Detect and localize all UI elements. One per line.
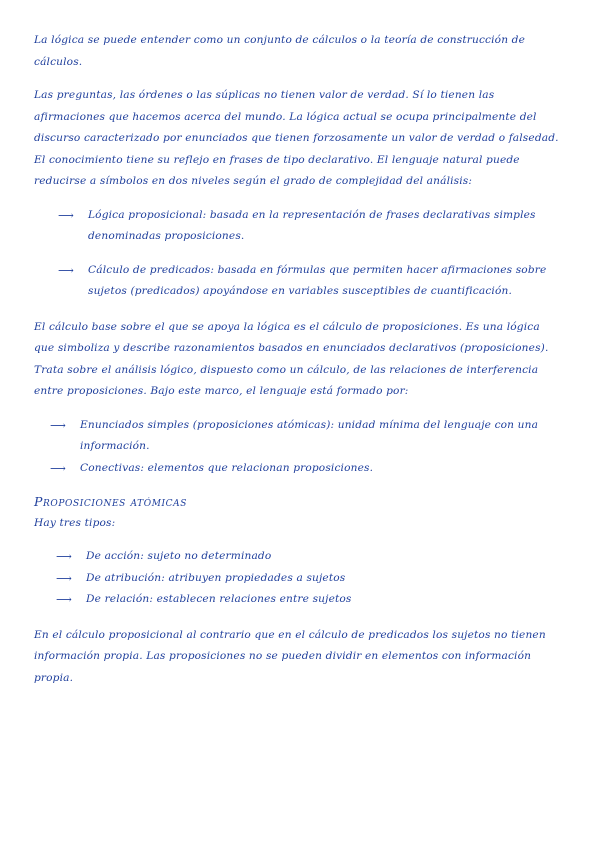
spacer	[34, 303, 561, 317]
arrow-icon: ⟶	[56, 593, 72, 606]
arrow-icon: ⟶	[50, 461, 66, 475]
list-item-text: De relación: establecen relaciones entre sujetos	[86, 593, 352, 605]
paragraph-logic-definition: La lógica se puede entender como un conjunto de cálculos o la teoría de construcción de cálculos.	[34, 34, 526, 68]
list-item-text: De atribución: atribuyen propiedades a sujetos	[86, 571, 346, 584]
paragraph-truth-value: Las preguntas, las órdenes o las súplicas no tienen valor de verdad. Sí lo tienen las afirmaciones que hacemos acerca del mundo. La lógica actual se ocupa principalmente del discurso caracterizado por enunciados que tienen forzosamente un valor de verdad o falsedad. El conocimiento tiene su reflejo en frases de tipo declarativo. El lenguaje natural puede reducirse a símbolos en dos niveles según el grado de complejidad del análisis:	[34, 89, 559, 187]
section-intro: Hay tres tipos:	[34, 516, 116, 529]
arrow-icon: ⟶	[56, 571, 72, 585]
list-item-level	[34, 260, 561, 303]
list-item-text: Cálculo de predicados: basada en fórmulas que permiten hacer afirmaciones sobre sujetos (predicados) apoyándose en variables susceptibles de cuantificación.	[88, 263, 547, 297]
list-item-text: Conectivas: elementos que relacionan proposiciones.	[80, 461, 374, 474]
spacer	[34, 193, 561, 205]
list-item-text: De acción: sujeto no determinado	[86, 550, 272, 562]
list-item-component	[34, 458, 561, 480]
arrow-icon: ⟶	[50, 418, 66, 432]
spacer	[34, 611, 561, 625]
list-item-level	[34, 205, 561, 248]
paragraph-comparison: En el cálculo proposicional al contrario que en el cálculo de predicados los sujetos no tienen información propia. Las proposiciones no se pueden dividir en elementos con información propia.	[34, 628, 546, 684]
arrow-icon: ⟶	[56, 550, 72, 563]
list-item-type	[34, 568, 561, 590]
spacer	[34, 403, 561, 415]
arrow-icon: ⟶	[58, 208, 74, 222]
list-item-type	[34, 546, 561, 568]
arrow-icon: ⟶	[58, 263, 74, 277]
section-heading: Proposiciones atómicas	[34, 494, 188, 509]
list-item-text: Lógica proposicional: basada en la representación de frases declarativas simples denominadas proposiciones.	[88, 208, 536, 242]
list-item-component	[34, 415, 561, 458]
list-item-type	[34, 589, 561, 611]
spacer	[34, 248, 561, 260]
spacer	[34, 534, 561, 546]
spacer	[34, 73, 561, 85]
list-item-text: Enunciados simples (proposiciones atómicas): unidad mínima del lenguaje con una información.	[80, 418, 539, 452]
paragraph-propositional-calculus: El cálculo base sobre el que se apoya la lógica es el cálculo de proposiciones. Es una lógica que simboliza y describe razonamientos basados en enunciados declarativos (proposiciones). Trata sobre el análisis lógico, dispuesto como un cálculo, de las relaciones de interferencia entre proposiciones. Bajo este marco, el lenguaje está formado por:	[34, 320, 549, 397]
spacer	[34, 479, 561, 491]
